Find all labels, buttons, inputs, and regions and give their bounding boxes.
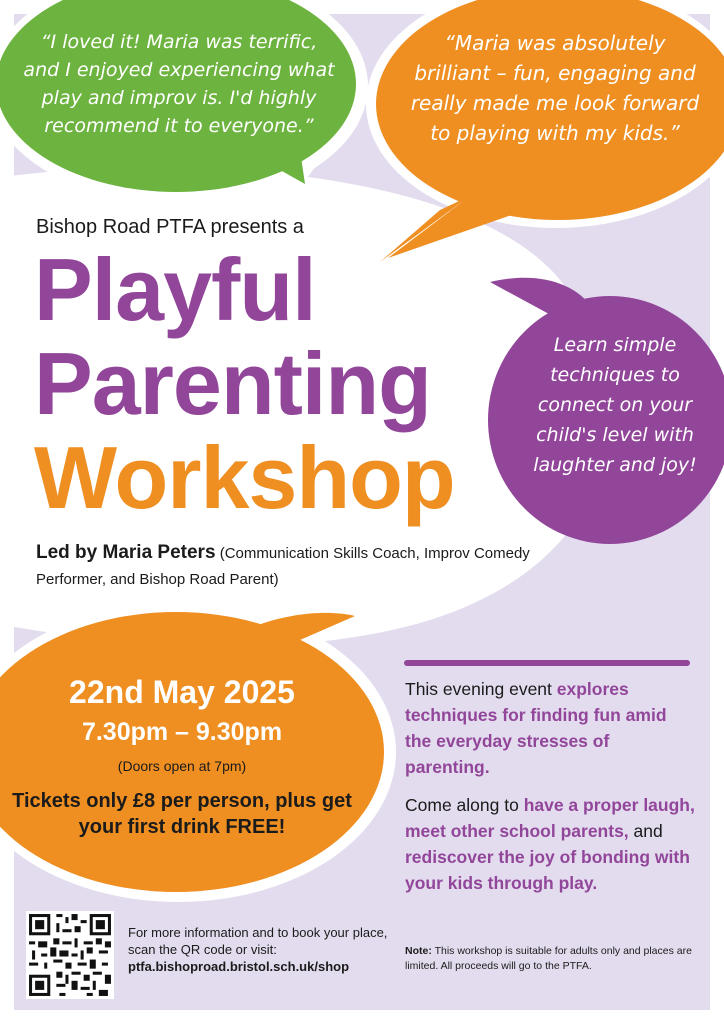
desc1-bold: explores techniques for finding fun amid the everyday stresses of parenting. xyxy=(405,679,667,777)
event-date: 22nd May 2025 xyxy=(69,674,295,710)
title-playful: Playful xyxy=(34,240,316,339)
quote-green-text: “I loved it! Maria was terrific, and I enjoyed experiencing what play and improv is. I'd highly recommend it to everyone.” xyxy=(23,31,335,137)
quote-orange-text: “Maria was absolutely brilliant – fun, engaging and really made me look forward to playing with my kids.” xyxy=(410,31,700,145)
desc2-b: have a proper laugh, meet other school parents, xyxy=(405,795,695,841)
booking-link[interactable]: ptfa.bishoproad.bristol.sch.uk/shop xyxy=(128,959,350,974)
note-label: Note: xyxy=(405,945,432,957)
leader-details: (Communication Skills Coach, Improv Comedy Performer, and Bishop Road Parent) xyxy=(36,545,530,588)
description-paragraph-2 xyxy=(405,792,697,896)
note-text: This workshop is suitable for adults only and places are limited. All proceeds will go to the PTFA. xyxy=(405,945,692,972)
divider xyxy=(404,660,690,666)
doors-open: (Doors open at 7pm) xyxy=(117,758,247,774)
desc2-c: and xyxy=(628,821,663,841)
description-paragraph-1 xyxy=(405,676,697,780)
desc2-a: Come along to xyxy=(405,795,524,815)
desc1-text: This evening event xyxy=(405,679,557,699)
note xyxy=(405,944,697,974)
ticket-info: Tickets only £8 per person, plus get your first drink FREE! xyxy=(12,790,352,838)
booking-info xyxy=(128,924,398,975)
desc2-d: rediscover the joy of bonding with your kids through play. xyxy=(405,847,690,893)
qr-code-icon[interactable] xyxy=(26,911,114,999)
led-by xyxy=(36,540,556,593)
title-parenting: Parenting xyxy=(34,334,431,433)
presents-line: Bishop Road PTFA presents a xyxy=(36,216,304,238)
purple-bubble-text: Learn simple techniques to connect on your child's level with laughter and joy! xyxy=(533,334,697,476)
event-time: 7.30pm – 9.30pm xyxy=(81,718,283,746)
title-workshop: Workshop xyxy=(34,428,455,527)
booking-text: For more information and to book your place, scan the QR code or visit: xyxy=(128,925,388,957)
leader-name: Led by Maria Peters xyxy=(36,542,216,563)
